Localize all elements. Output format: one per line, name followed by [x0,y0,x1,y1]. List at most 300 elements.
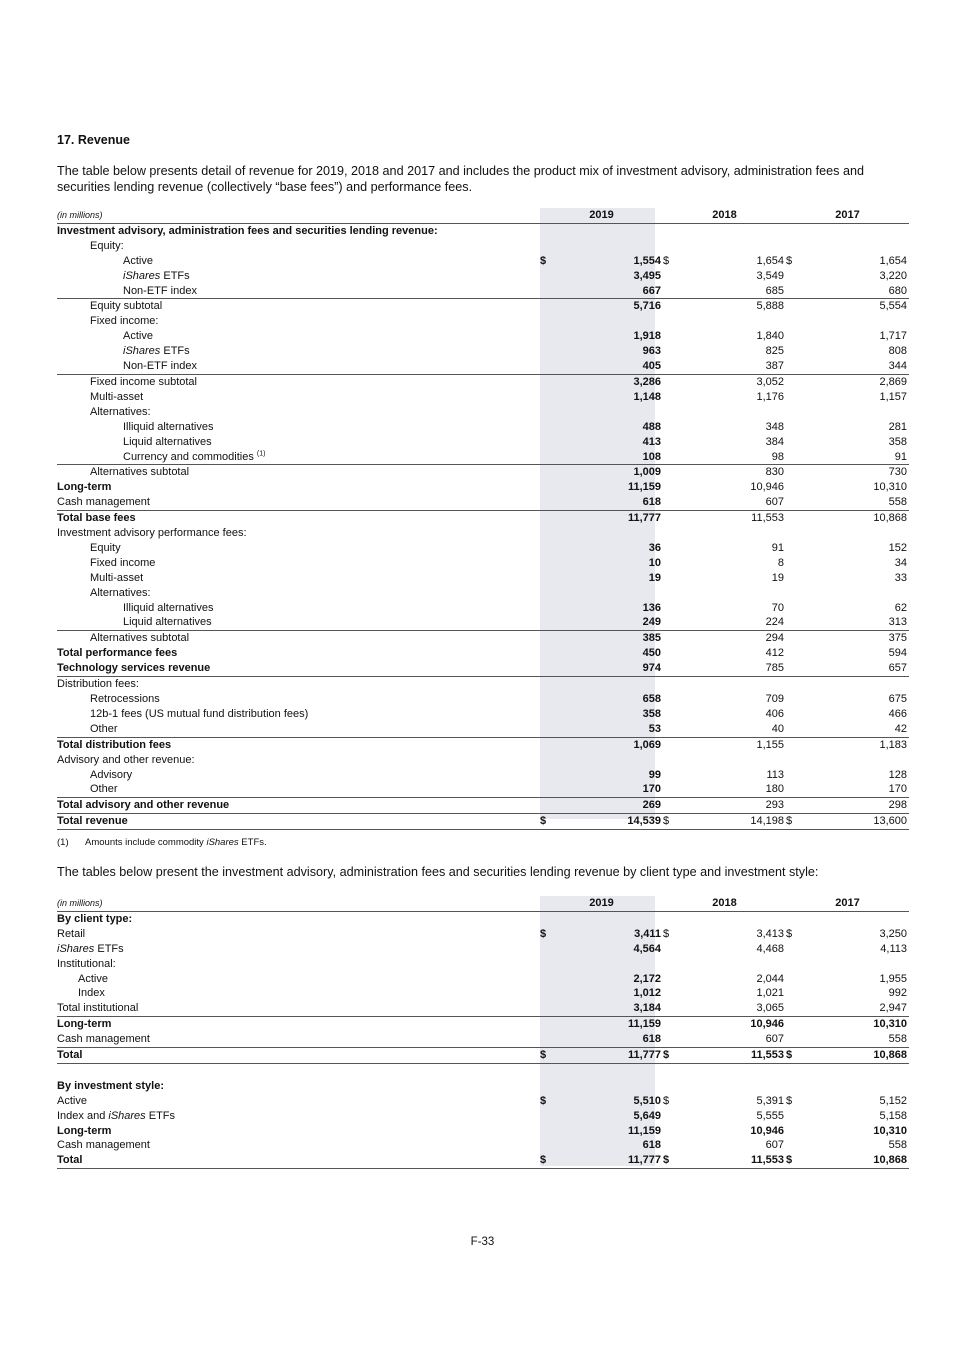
value-2017 [848,239,910,254]
currency-symbol [540,405,602,420]
row-label [57,1001,540,1016]
row-label-text: Institutional: [57,957,116,970]
table-row [57,661,909,676]
currency-symbol [540,646,602,661]
table-row [57,254,909,269]
value-2018: 19 [771,571,784,584]
currency-symbol [663,753,725,768]
currency-symbol [786,284,848,299]
value-2017: 5,152 [879,1094,907,1107]
currency-symbol [786,601,848,616]
value-2019: 3,411 [634,927,661,940]
row-label-text: Equity subtotal [90,300,163,313]
value-2018: 70 [771,601,784,614]
revenue-detail-table [57,208,909,830]
currency-symbol [663,405,725,420]
value-2018: 412 [765,647,784,660]
currency-symbol [663,1079,725,1094]
currency-symbol: $ [540,1094,547,1107]
currency-symbol [663,661,725,676]
currency-symbol [663,314,725,329]
row-label-text: Investment advisory performance fees: [57,527,247,540]
table-row [57,269,909,284]
table-row [57,1094,909,1109]
currency-symbol [663,374,725,389]
value-2017: 680 [848,284,910,299]
row-label [57,782,540,797]
row-label [57,405,540,420]
currency-symbol [663,798,725,814]
value-2017: 1,955 [879,972,907,985]
value-2017: 558 [888,1139,907,1152]
value-2017: 1,654 [879,254,907,267]
value-2019: 170 [602,782,664,797]
table-row [57,556,909,571]
value-2018: 1,155 [756,738,784,751]
currency-symbol [786,646,848,661]
currency-symbol [540,390,602,405]
currency-symbol [540,511,602,526]
value-2018: 387 [725,359,787,374]
row-label-rest: ETFs [160,269,190,282]
row-label-text: Active [123,330,153,343]
table-row [57,1063,909,1078]
value-2019: 667 [602,284,664,299]
currency-symbol [540,1063,602,1078]
value-2019 [602,957,664,972]
row-label-text: Alternatives: [90,586,151,599]
row-label [57,495,540,510]
row-label-text: Total [57,1049,83,1062]
currency-symbol [540,1138,602,1153]
row-label [57,450,540,465]
value-2017: 358 [888,435,907,448]
row-label [57,957,540,972]
currency-symbol [663,1017,725,1032]
row-label [57,972,540,987]
row-label [57,239,540,254]
currency-symbol [786,223,848,238]
table-row [57,405,909,420]
value-2018 [725,586,787,601]
row-label [57,692,540,707]
value-2017: 558 [848,495,910,510]
row-label [57,631,540,646]
table-row [57,1153,909,1168]
value-2017 [848,586,910,601]
value-2019: 658 [642,693,661,705]
row-label-text: Cash management [57,1033,150,1046]
currency-symbol [663,1124,725,1139]
value-2019 [602,911,664,926]
currency-symbol: $ [663,814,725,830]
currency-symbol [540,1124,602,1139]
table-row [57,1001,909,1016]
table-row [57,814,909,830]
value-2017 [848,911,910,926]
currency-symbol [663,284,725,299]
value-2017: 1,183 [879,738,907,751]
value-2019: 11,159 [627,1124,661,1137]
currency-symbol [540,314,602,329]
table-row [57,359,909,374]
value-2017: 62 [894,601,907,614]
value-2019: 3,495 [633,269,661,282]
value-2018: 10,946 [750,1018,784,1031]
currency-symbol [786,692,848,707]
value-2017: 594 [888,647,907,660]
value-2018: 709 [765,693,784,705]
currency-symbol [540,601,602,616]
row-label-text: By investment style: [57,1079,164,1092]
currency-symbol [540,631,602,646]
value-2019 [602,314,664,329]
currency-symbol [786,911,848,926]
currency-symbol [540,677,602,692]
currency-symbol [540,329,602,344]
value-2018: 294 [765,632,784,645]
currency-symbol [786,722,848,737]
value-2018 [725,314,787,329]
row-label-text: Cash management [57,1139,150,1152]
value-2017: 657 [848,661,910,676]
row-label-text: Advisory [90,768,133,781]
currency-symbol [540,299,602,314]
currency-symbol [786,615,848,630]
value-2019: 1,009 [633,466,661,479]
row-label-text: Currency and commodities [123,450,254,463]
value-2018 [725,911,787,926]
table-row [57,646,909,661]
row-label [57,511,540,526]
row-label-text: Total revenue [57,815,128,828]
year-2018: 2018 [663,208,786,223]
currency-symbol [663,957,725,972]
row-label [57,707,540,722]
value-2019: 413 [642,435,661,448]
year-2017: 2017 [786,896,909,911]
currency-symbol [540,782,602,797]
value-2019: 4,564 [633,942,661,955]
value-2018: 91 [771,541,784,554]
value-2019: 1,148 [633,390,661,403]
table-row [57,927,909,942]
currency-symbol [663,556,725,571]
row-label-text: Total advisory and other revenue [57,799,230,812]
currency-symbol [540,972,602,987]
row-label [57,586,540,601]
value-2019 [602,586,664,601]
value-2019: 1,918 [633,330,661,343]
currency-symbol [663,707,725,722]
currency-symbol: $ [663,927,670,940]
value-2017: 5,158 [879,1109,907,1122]
currency-symbol [786,239,848,254]
value-2017: 466 [888,707,907,720]
row-label [57,615,540,630]
value-2019 [602,239,664,254]
table-row [57,768,909,783]
currency-symbol [663,768,725,783]
row-label [57,1124,540,1139]
currency-symbol: $ [786,927,793,940]
footnote-text-pre: Amounts include commodity [85,837,207,848]
table-row [57,1109,909,1124]
row-label [57,359,540,374]
value-2018 [725,405,787,420]
value-2019: 11,777 [602,1153,664,1168]
value-2017: 558 [848,1032,910,1047]
table-row [57,601,909,616]
row-label [57,601,540,616]
row-label-text: Index [78,987,105,1000]
currency-symbol [786,435,848,450]
table-row [57,753,909,768]
row-label-text: Multi-asset [90,571,144,584]
value-2017: 4,113 [880,942,907,955]
currency-symbol [786,571,848,586]
currency-symbol [540,753,602,768]
currency-symbol [663,911,725,926]
row-label-text: 12b-1 fees (US mutual fund distribution fees) [90,707,309,720]
row-label [57,571,540,586]
row-label [57,480,540,495]
value-2018: 1,654 [756,254,784,267]
value-2017: 10,868 [848,1048,910,1064]
currency-symbol [540,737,602,752]
currency-symbol: $ [540,927,547,940]
value-2018: 113 [766,768,784,781]
currency-symbol [786,1032,848,1047]
table-row [57,798,909,814]
row-label [57,722,540,737]
currency-symbol [786,798,848,814]
row-label [57,768,540,783]
row-label-text: Advisory and other revenue: [57,753,195,766]
value-2018: 11,553 [751,512,784,525]
value-2017: 42 [848,722,910,737]
currency-symbol [540,615,602,630]
row-label [57,1109,540,1124]
table-row [57,631,909,646]
value-2017: 992 [888,987,907,1000]
currency-symbol [786,390,848,405]
currency-symbol [786,450,848,465]
row-label-rest: ETFs [145,1109,176,1122]
value-2018: 40 [725,722,787,737]
value-2019: 2,172 [633,972,661,985]
value-2018: 830 [765,466,784,479]
table-row [57,722,909,737]
currency-symbol [786,1079,848,1094]
currency-symbol [786,420,848,435]
currency-symbol: $ [663,1048,725,1064]
row-label-text: Index and [57,1109,109,1122]
value-2018: 1,021 [756,987,784,1000]
currency-symbol [540,1017,602,1032]
value-2017: 281 [888,420,907,433]
value-2017: 10,310 [873,481,907,494]
currency-symbol [540,374,602,389]
value-2018: 3,549 [756,269,784,282]
value-2017: 3,250 [879,927,907,940]
currency-symbol [786,359,848,374]
currency-symbol [786,480,848,495]
row-label [57,942,540,957]
currency-symbol [786,269,848,284]
currency-symbol [786,1124,848,1139]
table-row [57,692,909,707]
value-2017: 34 [894,556,907,569]
value-2019: 108 [602,450,664,465]
value-2019: 1,554 [633,254,661,267]
currency-symbol [786,737,848,752]
value-2019: 11,777 [602,1048,664,1064]
row-label-text: Retail [57,927,86,940]
currency-symbol [540,798,602,814]
value-2019 [602,677,664,692]
currency-symbol: $ [540,1048,602,1064]
row-label-text: Distribution fees: [57,678,139,691]
value-2019: 11,159 [627,1018,661,1031]
currency-symbol [540,692,602,707]
currency-symbol [663,722,725,737]
value-2018: 4,468 [756,942,784,955]
row-label-text: By client type: [57,912,133,925]
currency-symbol [540,571,602,586]
currency-symbol [663,615,725,630]
currency-symbol [540,911,602,926]
value-2017: 2,947 [848,1001,910,1016]
row-label [57,299,540,314]
value-2018: 607 [725,495,787,510]
value-2019: 136 [642,601,661,614]
currency-symbol [540,586,602,601]
currency-symbol [786,586,848,601]
value-2018: 10,946 [750,481,784,494]
value-2017: 128 [888,768,907,781]
table-row [57,284,909,299]
currency-symbol [663,239,725,254]
value-2019: 36 [648,541,661,554]
value-2019: 10 [648,556,661,569]
value-2019: 405 [602,359,664,374]
value-2019: 974 [602,661,664,676]
currency-symbol [786,1138,848,1153]
table-row [57,541,909,556]
row-label-text: Equity: [90,239,124,252]
currency-symbol [786,957,848,972]
value-2018 [725,239,787,254]
currency-symbol [663,586,725,601]
table-row [57,1138,909,1153]
table-row [57,957,909,972]
value-2019: 1,012 [633,987,661,1000]
value-2019 [602,1079,664,1094]
value-2018: 5,391 [756,1094,784,1107]
table-row [57,239,909,254]
row-label-text: Technology services revenue [57,662,211,675]
row-label-text: Active [123,254,153,267]
row-label-em: iShares [123,269,161,282]
row-label [57,1079,540,1094]
value-2019: 249 [602,615,664,630]
value-2017 [848,526,910,541]
currency-symbol [663,646,725,661]
value-2017: 298 [848,798,910,814]
currency-symbol [540,707,602,722]
value-2017 [848,314,910,329]
row-label [57,435,540,450]
client-type-table [57,896,909,1169]
value-2019: 269 [602,798,664,814]
currency-symbol [540,986,602,1001]
currency-symbol [786,329,848,344]
currency-symbol: $ [786,254,793,267]
row-label-text: Non-ETF index [123,284,197,297]
row-label-text: Fixed income subtotal [90,375,197,388]
value-2017: 10,310 [873,1018,907,1031]
currency-symbol [786,495,848,510]
value-2019: 14,539 [602,814,664,830]
row-label-text: Fixed income [90,556,156,569]
row-label [57,814,540,830]
currency-symbol [540,661,602,676]
value-2019: 963 [642,345,661,358]
row-label [57,798,540,814]
currency-symbol [786,299,848,314]
currency-symbol: $ [786,1094,793,1107]
value-2018: 3,052 [756,375,784,388]
row-label-em: iShares [57,942,95,955]
currency-symbol [786,511,848,526]
value-2019: 5,716 [633,300,661,313]
table-row [57,450,909,465]
currency-symbol [540,269,602,284]
footnote-number: (1) [57,837,69,848]
value-2017: 375 [888,632,907,645]
row-label-text: Total performance fees [57,647,178,660]
value-2019 [602,405,664,420]
value-2019: 11,777 [627,512,661,525]
table-row [57,374,909,389]
row-label [57,254,540,269]
row-label-em: iShares [108,1109,146,1122]
currency-symbol [663,782,725,797]
currency-symbol [786,661,848,676]
value-2019: 19 [648,571,661,584]
currency-symbol [540,541,602,556]
currency-symbol [786,942,848,957]
row-label [57,1017,540,1032]
value-2019: 385 [642,632,661,645]
currency-symbol [786,1017,848,1032]
currency-symbol [663,942,725,957]
value-2019 [602,1063,664,1078]
value-2017: 10,868 [873,512,907,525]
row-label-text: Investment advisory, administration fees and securities lending revenue: [57,224,438,237]
currency-symbol [540,1079,602,1094]
value-2018: 11,553 [725,1153,787,1168]
currency-symbol [786,1001,848,1016]
table-row [57,1079,909,1094]
value-2018: 607 [725,1032,787,1047]
value-2018: 293 [725,798,787,814]
value-2017 [848,223,910,238]
value-2019: 3,286 [633,375,661,388]
page-number: F-33 [470,1236,495,1248]
table-row [57,435,909,450]
